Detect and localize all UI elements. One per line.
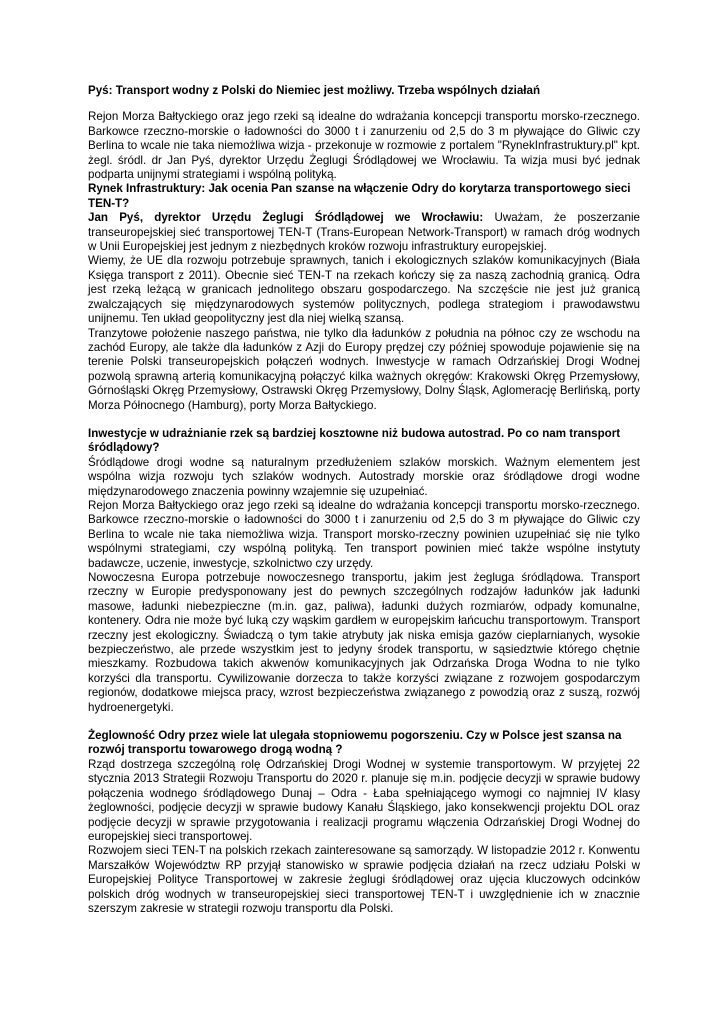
answer-1-paragraph-1: [88, 211, 640, 254]
question-1: Rynek Infrastruktury: Jak ocenia Pan szanse na włączenie Odry do korytarza transportowego sieci TEN-T?: [88, 182, 631, 210]
answer-2-paragraph-2: Rejon Morza Bałtyckiego oraz jego rzeki są idealne do wdrażania koncepcji transportu morsko-rzecznego. Barkowce rzeczno-morskie o ładowności do 3000 t i zanurzeniu od 2,5 do 3 m pływające do Gliwic czy Berlina to wcale nie taka niemożliwa wizja. Transport morsko-rzeczny powinien uzupełniać się nie tylko wspólnymi strategiami, czy wspólną polityką. Ten transport powinien mieć także wspólne instytuty badawcze, uczenie, inwestycje, szkolnictwo czy urzędy.: [88, 498, 640, 570]
answer-2-paragraph-1: Śródlądowe drogi wodne są naturalnym przedłużeniem szlaków morskich. Ważnym elementem jest wspólna wizja rozwoju tych szlaków wodnych. Autostrady morskie oraz śródlądowe drogi wodne międzynarodowego znaczenia powinny wzajemnie się uzupełniać.: [88, 455, 640, 498]
section-gap: [88, 715, 640, 729]
question-3: Żeglowność Odry przez wiele lat ulegała stopniowemu pogorszeniu. Czy w Polsce jest szansa na rozwój transportu towarowego drogą wodną ?: [88, 729, 622, 757]
question-2: Inwestycje w udrażnianie rzek są bardziej kosztowne niż budowa autostrad. Po co nam transport śródlądowy?: [88, 426, 621, 455]
answer-1-paragraph-2: Wiemy, że UE dla rozwoju potrzebuje sprawnych, tanich i ekologicznych szlaków komunikacyjnych (Biała Księga transport z 2011). Obecnie sieć TEN-T na rzekach kończy się za naszą zachodnią granicą. Odra jest rzeką leżącą w granicach jednolitego obszaru gospodarczego. Na szczęście nie jest już granicą zwalczających się międzynarodowych systemów politycznych, podlega strategiom i prawodawstwu unijnemu. Ten układ geopolityczny jest dla niej wielką szansą.: [88, 254, 640, 326]
article-title: Pyś: Transport wodny z Polski do Niemiec jest możliwy. Trzeba wspólnych działań: [88, 84, 541, 97]
answer-3-paragraph-1: Rząd dostrzega szczególną rolę Odrzańskiej Drogi Wodnej w systemie transportowym. W przyjętej 22 stycznia 2013 Strategii Rozwoju Transportu do 2020 r. planuje się m.in. podjęcie decyzji w sprawie budowy połączenia wodnego śródlądowego Dunaj – Odra - Łaba spełniającego wymogi co najmniej IV klasy żeglowności, podjęcie decyzji w sprawie budowy Kanału Śląskiego, jako konsekwencji projektu DOL oraz podjęcie decyzji w sprawie przygotowania i realizacji programu włączenia Odrzańskiej Drogi Wodnej do europejskiej sieci transportowej.: [88, 757, 640, 843]
speaker-label: Jan Pyś, dyrektor Urzędu Żeglugi Śródlądowej we Wrocławiu:: [88, 211, 484, 225]
answer-1-text-1: Uważam, że poszerzanie transeuropejskiej sieć transportowej TEN-T (Trans-European Network-Transport) w ramach dróg wodnych w Unii Europejskiej jest jednym z niezbędnych kroków rozwoju infrastruktury europejskiej.: [88, 211, 640, 254]
answer-2-paragraph-3: Nowoczesna Europa potrzebuje nowoczesnego transportu, jakim jest żegluga śródlądowa. Transport rzeczny w Europie predysponowany jest do pewnych szczególnych rodzajów ładunków jak ładunki masowe, ładunki niebezpieczne (m.in. gaz, paliwa), ładunki dużych rozmiarów, odpady komunalne, kontenery. Odra nie może być luką czy wąskim gardłem w europejskim łańcuchu transportowym. Transport rzeczny jest ekologiczny. Świadczą o tym takie atrybuty jak niska emisja gazów cieplarnianych, wysokie bezpieczeństwo, ale przede wszystkim jest to jedyny środek transportu, w sąsiedztwie którego chętnie mieszkamy. Rozbudowa takich akwenów komunikacyjnych jak Odrzańska Droga Wodna to nie tylko korzyści dla transportu. Cywilizowanie dorzecza to także korzyści związane z rozwojem gospodarczym regionów, dodatkowe miejsca pracy, wzrost bezpieczeństwa związanego z powodzią oraz z suszą, rozwój hydroenergetyki.: [88, 571, 640, 714]
article-lead: Rejon Morza Bałtyckiego oraz jego rzeki są idealne do wdrażania koncepcji transportu morsko-rzecznego. Barkowce rzeczno-morskie o ładowności do 3000 t i zanurzeniu od 2,5 do 3 m pływające do Gliwic czy Berlina to wcale nie taka niemożliwa wizja - przekonuje w rozmowie z portalem "RynekInfrastruktury.pl" kpt. żegl. śródl. dr Jan Pyś, dyrektor Urzędu Żeglugi Śródlądowej we Wrocławiu. Ta wizja musi być jednak podparta unijnymi strategiami i wspólną polityką.: [88, 110, 640, 182]
answer-3-paragraph-2: Rozwojem sieci TEN-T na polskich rzekach zainteresowane są samorządy. W listopadzie 2012 r. Konwentu Marszałków Województw RP przyjął stanowisko w sprawie podjęcia działań na rzecz udziału Polski w Europejskiej Polityce Transportowej w zakresie żeglugi śródlądowej oraz ujęcia kluczowych odcinków polskich dróg wodnych w transeuropejskiej sieci transportowej TEN-T i uwzględnienie ich w znacznie szerszym zakresie w strategii rozwoju transportu dla Polski.: [88, 844, 640, 915]
document-page: [88, 84, 640, 916]
section-gap: [88, 413, 640, 427]
answer-1-paragraph-3: Tranzytowe położenie naszego państwa, nie tylko dla ładunków z południa na północ czy ze wschodu na zachód Europy, ale także dla ładunków z Azji do Europy prędzej czy później spowoduje pojawienie się na terenie Polski transeuropejskich połączeń wodnych. Inwestycje w ramach Odrzańskiej Drogi Wodnej pozwolą sprawną arterią komunikacyjną połączyć kilka ważnych okręgów: Krakowski Okręg Przemysłowy, Górnośląski Okręg Przemysłowy, Ostrawski Okręg Przemysłowy, Dolny Śląsk, Aglomerację Berlińską, porty Morza Północnego (Hamburg), porty Morza Bałtyckiego.: [88, 326, 640, 412]
